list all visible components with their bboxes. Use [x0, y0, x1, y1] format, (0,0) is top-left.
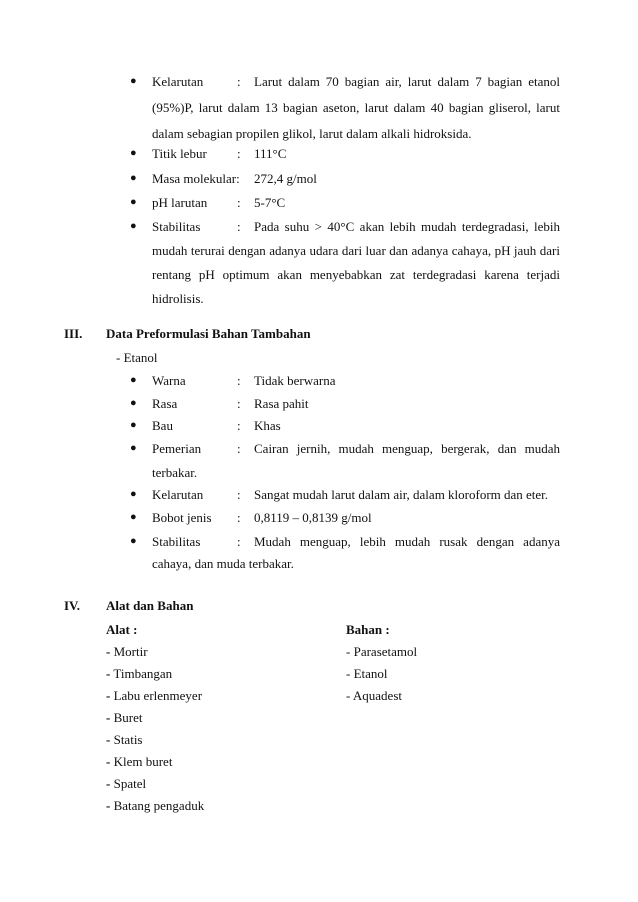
dash: -	[346, 688, 351, 703]
prop-value-line: 5-7°C	[254, 195, 286, 210]
prop-value-line: Cairan jernih, mudah menguap, bergerak, dan mudah	[254, 441, 560, 456]
alat-item	[106, 710, 142, 726]
dash: -	[346, 666, 351, 681]
prop-value-line: Rasa pahit	[254, 396, 309, 411]
dash: -	[106, 666, 111, 681]
colon: :	[237, 418, 241, 433]
alat-item-label: Buret	[113, 710, 143, 725]
colon: :	[237, 396, 241, 411]
bahan-item	[346, 644, 417, 660]
bahan-item	[346, 666, 388, 682]
dash: -	[106, 644, 111, 659]
prop-value-line: Larut dalam 70 bagian air, larut dalam 7 bagian etanol	[254, 74, 560, 89]
prop-label: Stabilitas	[152, 219, 201, 234]
prop-value-line: Pada suhu > 40°C akan lebih mudah terdegradasi, lebih	[254, 219, 560, 234]
prop-value-line: hidrolisis.	[152, 291, 204, 306]
alat-item-label: Klem buret	[113, 754, 173, 769]
dash: -	[106, 732, 111, 747]
prop-label: Kelarutan	[152, 487, 204, 502]
alat-item-label: Statis	[113, 732, 143, 747]
section-title: Data Preformulasi Bahan Tambahan	[106, 326, 311, 341]
section-title: Alat dan Bahan	[106, 598, 194, 613]
bahan-heading: Bahan :	[346, 622, 390, 637]
colon: :	[237, 510, 241, 525]
colon: :	[237, 219, 241, 234]
colon: :	[237, 195, 241, 210]
dash: -	[106, 688, 111, 703]
alat-item-label: Mortir	[113, 644, 148, 659]
prop-value-line: 272,4 g/mol	[254, 171, 317, 186]
colon: :	[237, 74, 241, 89]
alat-item	[106, 688, 202, 704]
prop-value-line: dalam sebagian propilen glikol, larut dalam alkali hidroksida.	[152, 126, 472, 141]
dash: -	[346, 644, 351, 659]
alat-item-label: Spatel	[113, 776, 147, 791]
colon: :	[237, 146, 241, 161]
alat-item	[106, 754, 172, 770]
bullet-icon: ●	[130, 442, 137, 454]
bullet-icon: ●	[130, 172, 137, 184]
section-heading	[64, 326, 311, 342]
subsection-etanol: - Etanol	[116, 350, 158, 365]
dash: -	[106, 798, 111, 813]
colon: :	[237, 487, 241, 502]
prop-value-line: Sangat mudah larut dalam air, dalam kloroform dan eter.	[254, 487, 549, 502]
bullet-icon: ●	[130, 374, 137, 386]
bullet-icon: ●	[130, 511, 137, 523]
bahan-item-label: Etanol	[353, 666, 388, 681]
prop-label: Bobot jenis	[152, 510, 212, 525]
alat-item-label: Timbangan	[113, 666, 173, 681]
colon: :	[237, 534, 241, 549]
colon: :	[237, 441, 241, 456]
prop-label: Pemerian	[152, 441, 202, 456]
alat-item	[106, 798, 204, 814]
section-number: III.	[64, 326, 83, 341]
dash: -	[106, 710, 111, 725]
prop-value-line: mudah terurai dengan adanya udara dari luar dan adanya cahaya, pH jauh dari	[152, 243, 560, 258]
alat-heading: Alat :	[106, 622, 138, 637]
alat-item	[106, 666, 172, 682]
bullet-icon: ●	[130, 397, 137, 409]
prop-label: Stabilitas	[152, 534, 201, 549]
alat-item	[106, 644, 148, 660]
section-heading	[64, 598, 193, 614]
prop-label: Warna	[152, 373, 186, 388]
bullet-icon: ●	[130, 220, 137, 232]
prop-label: Kelarutan	[152, 74, 204, 89]
prop-value-line: Mudah menguap, lebih mudah rusak dengan adanya	[254, 534, 560, 549]
prop-label: pH larutan	[152, 195, 208, 210]
prop-label: Titik lebur	[152, 146, 207, 161]
prop-value-line: Khas	[254, 418, 281, 433]
prop-value-line: cahaya, dan muda terbakar.	[152, 556, 294, 571]
prop-label: Masa molekular:	[152, 171, 240, 186]
section-number: IV.	[64, 598, 81, 613]
prop-value-line: (95%)P, larut dalam 13 bagian aseton, larut dalam 40 bagian gliserol, larut	[152, 100, 560, 115]
bullet-icon: ●	[130, 535, 137, 547]
bahan-item-label: Parasetamol	[353, 644, 418, 659]
dash: -	[106, 776, 111, 791]
prop-label: Bau	[152, 418, 173, 433]
bahan-item	[346, 688, 402, 704]
dash: -	[106, 754, 111, 769]
bullet-icon: ●	[130, 147, 137, 159]
alat-item-label: Batang pengaduk	[113, 798, 205, 813]
prop-value-line: rentang pH optimum akan menyebabkan zat terdegradasi karena terjadi	[152, 267, 560, 282]
alat-item-label: Labu erlenmeyer	[113, 688, 203, 703]
prop-value-line: 111°C	[254, 146, 287, 161]
bullet-icon: ●	[130, 419, 137, 431]
bullet-icon: ●	[130, 196, 137, 208]
bullet-icon: ●	[130, 75, 137, 87]
prop-value-line: Tidak berwarna	[254, 373, 336, 388]
bullet-icon: ●	[130, 488, 137, 500]
colon: :	[237, 373, 241, 388]
alat-item	[106, 732, 143, 748]
prop-value-line: 0,8119 – 0,8139 g/mol	[254, 510, 372, 525]
prop-value-line: terbakar.	[152, 465, 198, 480]
bahan-item-label: Aquadest	[352, 688, 402, 703]
alat-item	[106, 776, 146, 792]
prop-label: Rasa	[152, 396, 178, 411]
